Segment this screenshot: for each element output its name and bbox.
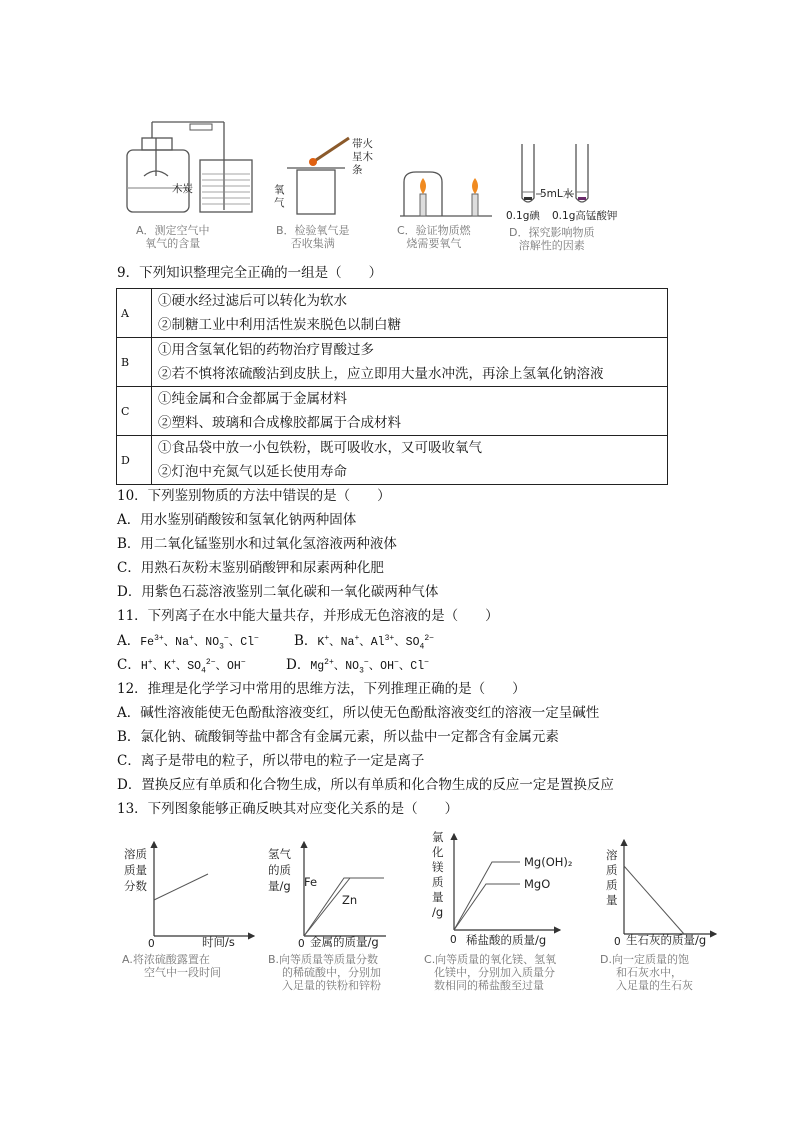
graph-b-origin: 0 bbox=[298, 938, 305, 950]
graph-c-ylabel: 氯 化 镁 质 量 /g bbox=[432, 830, 444, 919]
q11-stem: 11．下列离子在水中能大量共存，并形成无色溶液的是（ ） bbox=[117, 608, 499, 624]
q9-statement: ②制糖工业中利用活性炭来脱色以制白糖 bbox=[158, 317, 401, 333]
q10-option-d: D．用紫色石蕊溶液鉴别二氧化碳和一氧化碳两种气体 bbox=[117, 584, 439, 600]
q10-option-b: B．用二氧化锰鉴别水和过氧化氢溶液两种液体 bbox=[117, 536, 397, 552]
graph-c-origin: 0 bbox=[450, 934, 457, 946]
q9-row bbox=[117, 387, 668, 436]
graph-c-mgo-line bbox=[454, 884, 520, 930]
graph-b-series-zn: Zn bbox=[342, 893, 358, 907]
q12-option-c: C．离子是带电的粒子，所以带电的粒子一定是离子 bbox=[117, 753, 425, 769]
graph-d-caption: D.向一定质量的饱 和石灰水中， 入足量的生石灰 bbox=[600, 953, 693, 992]
apparatus-d-label-kmno4: 0.1g高锰酸钾 bbox=[552, 210, 618, 222]
apparatus-b-label-top: 带火 星木 条 bbox=[352, 138, 373, 176]
graph-d-ylabel: 溶 质 质 量 bbox=[606, 848, 618, 907]
q13-stem: 13．下列图象能够正确反映其对应变化关系的是（ ） bbox=[117, 801, 459, 817]
q11-option-a: A．$Fe^{3+}$、Na+、$NO_3^-$、Cl− bbox=[117, 633, 259, 652]
q9-option-label: D bbox=[117, 436, 152, 485]
q10-option-c: C．用熟石灰粉末鉴别硝酸钾和尿素两种化肥 bbox=[117, 560, 384, 576]
q9-statement: ②塑料、玻璃和合成橡胶都属于合成材料 bbox=[158, 415, 401, 431]
q9-option-label: B bbox=[117, 338, 152, 387]
graph-a-xlabel: 时间/s bbox=[202, 935, 235, 949]
q11-option-b: B．K+、Na+、$Al^{3+}$、$SO_4^{2-}$ bbox=[294, 633, 434, 652]
apparatus-a-drawing bbox=[124, 118, 274, 218]
q9-option-label: C bbox=[117, 387, 152, 436]
q10-option-a: A．用水鉴别硝酸铵和氢氧化钠两种固体 bbox=[117, 512, 357, 528]
q12-option-a: A．碱性溶液能使无色酚酞溶液变红，所以使无色酚酞溶液变红的溶液一定呈碱性 bbox=[117, 705, 600, 721]
apparatus-c-drawing bbox=[400, 168, 495, 228]
apparatus-b-label-side: 氧 气 bbox=[274, 184, 285, 209]
graph-c-series-mgo: MgO bbox=[524, 877, 551, 891]
graph-b-ylabel: 氢气 的质 量/g bbox=[268, 847, 291, 893]
graph-d-origin: 0 bbox=[614, 936, 621, 948]
graph-b-xlabel: 金属的质量/g bbox=[310, 935, 379, 949]
graph-a-caption: A.将浓硫酸露置在 空气中一段时间 bbox=[122, 953, 221, 979]
graph-a-ylabel: 溶质 质量 分数 bbox=[124, 847, 147, 893]
apparatus-a-caption: A．测定空气中 氧气的含量 bbox=[136, 224, 210, 250]
q11-option-d: D．$Mg^{2+}$、$NO_3^-$、OH−、Cl− bbox=[286, 657, 429, 676]
q10-stem: 10．下列鉴别物质的方法中错误的是（ ） bbox=[117, 488, 391, 504]
q9-row bbox=[117, 338, 668, 387]
apparatus-d-drawing bbox=[514, 142, 604, 212]
graph-d-axes bbox=[620, 838, 720, 938]
q12-option-d: D．置换反应有单质和化合物生成，所以有单质和化合物生成的反应一定是置换反应 bbox=[117, 777, 614, 793]
q11-option-c: C．H+、K+、$SO_4^{2-}$、OH− bbox=[117, 657, 246, 676]
q9-statement: ②灯泡中充氮气以延长使用寿命 bbox=[158, 464, 347, 480]
apparatus-c-caption: C．验证物质燃 烧需要氧气 bbox=[397, 224, 471, 250]
apparatus-d-label-iodine: 0.1g碘 bbox=[506, 210, 540, 222]
graph-c-mgoh2-line bbox=[454, 862, 520, 930]
q12-stem: 12．推理是化学学习中常用的思维方法，下列推理正确的是（ ） bbox=[117, 681, 526, 697]
apparatus-d-label-water: 5mL水 bbox=[540, 188, 574, 200]
q9-row bbox=[117, 436, 668, 485]
q9-statement: ①纯金属和合金都属于金属材料 bbox=[158, 391, 347, 407]
q9-statement: ②若不慎将浓硫酸沾到皮肤上，应立即用大量水冲洗，再涂上氢氧化钠溶液 bbox=[158, 366, 604, 382]
q9-row bbox=[117, 289, 668, 338]
q9-statement: ①硬水经过滤后可以转化为软水 bbox=[158, 293, 347, 309]
graph-d-xlabel: 生石灰的质量/g bbox=[626, 933, 707, 947]
graph-b-axes bbox=[300, 840, 400, 940]
q9-statement: ①食品袋中放一小包铁粉，既可吸收水，又可吸收氧气 bbox=[158, 440, 482, 456]
q9-statement: ①用含氢氧化铝的药物治疗胃酸过多 bbox=[158, 342, 374, 358]
q12-option-b: B．氯化钠、硫酸铜等盐中都含有金属元素，所以盐中一定都含有金属元素 bbox=[117, 729, 559, 745]
graph-c-caption: C.向等质量的氧化镁、氢氧 化镁中，分别加入质量分 数相同的稀盐酸至过量 bbox=[424, 953, 557, 992]
q9-table bbox=[116, 288, 668, 485]
graph-b-series-fe: Fe bbox=[304, 875, 318, 889]
graph-a-line bbox=[154, 874, 208, 900]
apparatus-a-label: 木炭 bbox=[172, 183, 193, 195]
graph-c-xlabel: 稀盐酸的质量/g bbox=[466, 933, 547, 947]
q9-stem: 9．下列知识整理完全正确的一组是（ ） bbox=[117, 265, 383, 281]
graph-c-series-mgoh2: Mg(OH)₂ bbox=[524, 855, 573, 869]
apparatus-b-caption: B．检验氧气是 否收集满 bbox=[276, 224, 350, 250]
q9-option-label: A bbox=[117, 289, 152, 338]
apparatus-d-caption: D．探究影响物质 溶解性的因素 bbox=[509, 226, 595, 252]
graph-d-line bbox=[624, 866, 684, 934]
graph-b-caption: B.向等质量等质量分数 的稀硫酸中，分别加 入足量的铁粉和锌粉 bbox=[268, 953, 381, 992]
graph-a-axes bbox=[150, 840, 260, 940]
graph-a-origin: 0 bbox=[148, 938, 155, 950]
